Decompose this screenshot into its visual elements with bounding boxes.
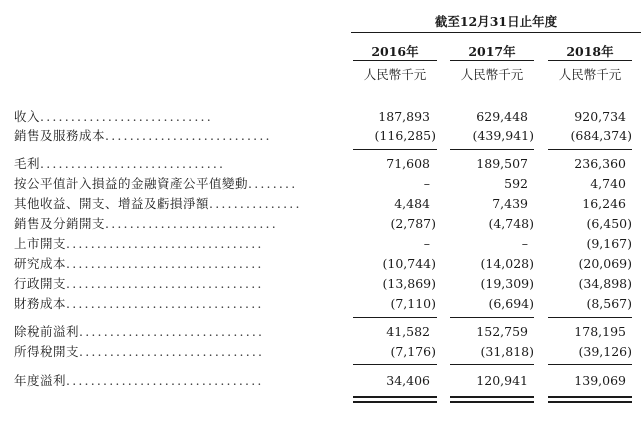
row-label-text: 毛利 (14, 156, 41, 171)
subtotal-rule (353, 364, 437, 365)
total-double-rule (353, 401, 437, 403)
row-value: (19,309) (480, 276, 534, 291)
row-value: (14,028) (480, 256, 534, 271)
row-value: – (423, 176, 430, 191)
row-value: (34,898) (578, 276, 632, 291)
row-label (14, 275, 344, 293)
subtotal-rule (548, 149, 632, 150)
row-label (14, 195, 344, 213)
row-value: (6,694) (488, 296, 534, 311)
row-leader-dots: ................................ (66, 373, 264, 388)
row-value: 34,406 (386, 373, 430, 388)
row-value: 152,759 (476, 324, 528, 339)
row-leader-dots: ............... (209, 196, 302, 211)
table-row (0, 195, 641, 213)
row-label (14, 372, 344, 390)
row-value: (8,567) (586, 296, 632, 311)
row-leader-dots: ................................ (66, 296, 264, 311)
column-unit-2017: 人民幣千元 (460, 67, 524, 82)
row-label (14, 323, 344, 341)
row-label-text: 所得稅開支 (14, 344, 80, 359)
total-double-rule (353, 396, 437, 398)
period-header: 截至12月31日止年度 (434, 14, 558, 29)
row-leader-dots: ............................ (40, 109, 213, 124)
row-value: 16,246 (582, 196, 626, 211)
row-value: 71,608 (386, 156, 430, 171)
row-leader-dots: ........ (248, 176, 298, 191)
row-value: (31,818) (480, 344, 534, 359)
row-label-text: 年度溢利 (14, 373, 67, 388)
row-leader-dots: ........................... (105, 128, 272, 143)
row-leader-dots: ................................ (66, 236, 264, 251)
row-value: 4,484 (394, 196, 430, 211)
period-header-rule (351, 32, 641, 33)
row-leader-dots: ................................ (66, 256, 264, 271)
row-value: 7,439 (492, 196, 528, 211)
subtotal-rule (548, 317, 632, 318)
row-value: 629,448 (476, 109, 528, 124)
row-label-text: 其他收益、開支、增益及虧損淨額 (14, 196, 210, 211)
row-label-text: 收入 (14, 109, 41, 124)
row-leader-dots: ................................ (66, 276, 264, 291)
table-row (0, 255, 641, 273)
row-label-text: 銷售及分銷開支 (14, 216, 106, 231)
row-value: (7,176) (390, 344, 436, 359)
row-label-text: 按公平值計入損益的金融資產公平值變動 (14, 176, 249, 191)
column-year-2016: 2016年 (371, 44, 419, 59)
row-value: (6,450) (586, 216, 632, 231)
column-year-2017: 2017年 (468, 44, 516, 59)
row-value: 236,360 (574, 156, 626, 171)
row-value: 592 (504, 176, 528, 191)
row-label-text: 銷售及服務成本 (14, 128, 106, 143)
row-value: 189,507 (476, 156, 528, 171)
row-value: 178,195 (574, 324, 626, 339)
subtotal-rule (450, 364, 534, 365)
table-row (0, 127, 641, 145)
subtotal-rule (548, 364, 632, 365)
row-label (14, 255, 344, 273)
table-row (0, 215, 641, 233)
table-row (0, 275, 641, 293)
row-value: – (423, 236, 430, 251)
row-value: (39,126) (578, 344, 632, 359)
row-value: (7,110) (390, 296, 436, 311)
row-label-text: 研究成本 (14, 256, 67, 271)
row-label (14, 235, 344, 253)
table-row (0, 235, 641, 253)
row-label-text: 行政開支 (14, 276, 67, 291)
row-leader-dots: .............................. (79, 324, 265, 339)
column-year-rule (353, 60, 437, 61)
row-leader-dots: ............................ (105, 216, 278, 231)
row-leader-dots: .............................. (79, 344, 265, 359)
column-unit-2016: 人民幣千元 (363, 67, 427, 82)
table-row (0, 175, 641, 193)
row-value: 139,069 (574, 373, 626, 388)
column-year-2018: 2018年 (566, 44, 614, 59)
row-value: 41,582 (386, 324, 430, 339)
subtotal-rule (450, 149, 534, 150)
row-label-text: 除稅前溢利 (14, 324, 80, 339)
row-label (14, 343, 344, 361)
table-row (0, 108, 641, 126)
row-label-text: 上市開支 (14, 236, 67, 251)
row-label (14, 108, 344, 126)
row-value: 4,740 (590, 176, 626, 191)
table-row (0, 372, 641, 390)
subtotal-rule (353, 317, 437, 318)
row-value: – (521, 236, 528, 251)
table-row (0, 343, 641, 361)
row-label-text: 財務成本 (14, 296, 67, 311)
row-value: 920,734 (574, 109, 626, 124)
row-value: (2,787) (390, 216, 436, 231)
row-value: (684,374) (570, 128, 632, 143)
row-label (14, 295, 344, 313)
row-value: (4,748) (488, 216, 534, 231)
subtotal-rule (353, 149, 437, 150)
column-year-rule (548, 60, 632, 61)
table-row (0, 295, 641, 313)
row-value: (9,167) (586, 236, 632, 251)
column-unit-2018: 人民幣千元 (558, 67, 622, 82)
row-value: (10,744) (382, 256, 436, 271)
row-value: 120,941 (476, 373, 528, 388)
table-row (0, 323, 641, 341)
row-leader-dots: .............................. (40, 156, 226, 171)
total-double-rule (548, 401, 632, 403)
table-row (0, 155, 641, 173)
row-value: 187,893 (378, 109, 430, 124)
row-label (14, 175, 344, 193)
total-double-rule (450, 396, 534, 398)
column-year-rule (450, 60, 534, 61)
total-double-rule (450, 401, 534, 403)
row-label (14, 215, 344, 233)
row-value: (116,285) (374, 128, 436, 143)
subtotal-rule (450, 317, 534, 318)
row-label (14, 155, 344, 173)
row-label (14, 127, 344, 145)
row-value: (20,069) (578, 256, 632, 271)
row-value: (13,869) (382, 276, 436, 291)
row-value: (439,941) (472, 128, 534, 143)
total-double-rule (548, 396, 632, 398)
